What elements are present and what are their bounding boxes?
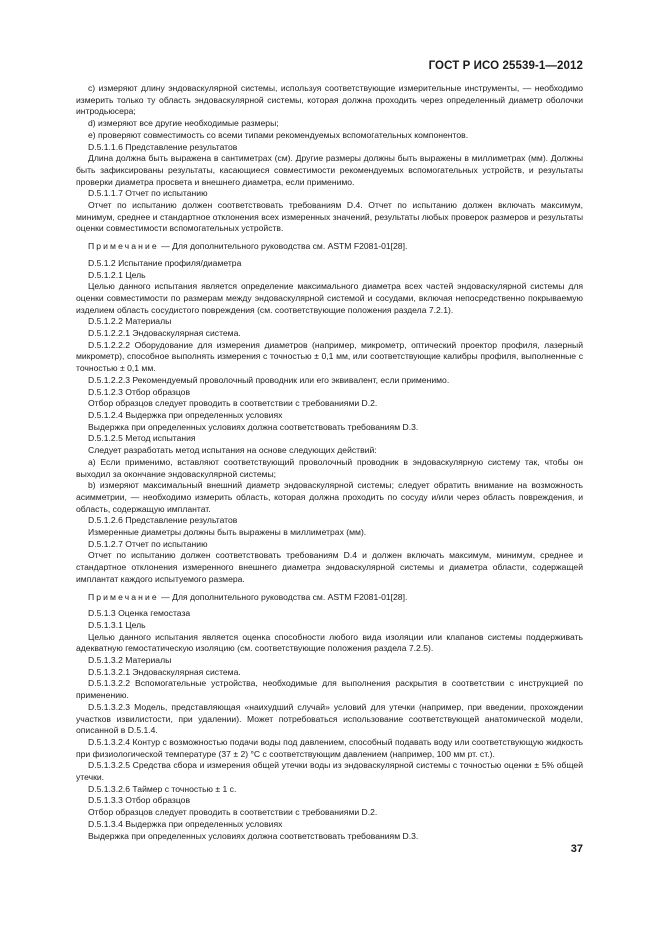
body-paragraph: D.5.1.2.6 Представление результатов bbox=[88, 515, 238, 526]
body-paragraph: Выдержка при определенных условиях должна соответствовать требованиям D.3. bbox=[88, 830, 419, 841]
body-paragraph: D.5.1.1.6 Представление результатов bbox=[88, 141, 238, 152]
body-paragraph: D.5.1.2.3 Отбор образцов bbox=[88, 386, 191, 397]
body-paragraph: D.5.1.2.4 Выдержка при определенных условиях bbox=[88, 409, 283, 420]
body-paragraph: Выдержка при определенных условиях должна соответствовать требованиям D.3. bbox=[88, 421, 419, 432]
body-paragraph: c) измеряют длину эндоваскулярной системы, используя соответствующие измерительные инструменты, — необходимо измерить только ту область эндоваскулярной системы, которая должна проходить через определенный диаметр оболочки интродьюсера; bbox=[76, 83, 583, 117]
body-paragraph: D.5.1.3.2.5 Средства сбора и измерения общей утечки воды из эндоваскулярной системы с точностью оценки ± 5% общей утечки. bbox=[76, 760, 583, 783]
body-paragraph: D.5.1.3.2.6 Таймер с точностью ± 1 с. bbox=[88, 783, 237, 794]
body-paragraph: Отчет по испытанию должен соответствовать требованиям D.4. Отчет по испытанию должен включать максимум, минимум, среднее и стандартное отклонения всех измеренных значений, результаты любых проверок размеров и результаты оценки совместимости вспомогательных устройств. bbox=[76, 200, 583, 234]
body-paragraph: D.5.1.2.2.3 Рекомендуемый проволочный проводник или его эквивалент, если применимо. bbox=[88, 374, 450, 385]
body-paragraph: Отчет по испытанию должен соответствовать требованиям D.4 и должен включать максимум, минимум, среднее и стандартное отклонения измеренного внешнего диаметра эндоваскулярной системы и диаметра области, содержащей имплантат каждого испытуемого размера. bbox=[76, 550, 583, 584]
note-paragraph bbox=[76, 241, 583, 253]
body-paragraph: D.5.1.3.1 Цель bbox=[88, 619, 146, 630]
body-paragraph: D.5.1.3.2.2 Вспомогательные устройства, необходимые для выполнения раскрытия в соответствии с инструкцией по применению. bbox=[76, 678, 583, 701]
body-paragraph: D.5.1.2.2 Материалы bbox=[88, 316, 172, 327]
body-paragraph: D.5.1.3 Оценка гемостаза bbox=[88, 608, 191, 619]
body-paragraph: b) измеряют максимальный внешний диаметр эндоваскулярной системы; следует обратить внимание на возможность асимметрии, — необходимо измерить область, которая должна проходить по сосуду и/или через область повреждения, и область, содержащую имплантат. bbox=[76, 480, 583, 514]
body-paragraph: a) Если применимо, вставляют соответствующий проволочный проводник в эндоваскулярную систему так, чтобы он выходил за окончание эндоваскулярной системы; bbox=[76, 456, 583, 479]
body-paragraph: D.5.1.2.1 Цель bbox=[88, 269, 146, 280]
note-label: Примечание bbox=[88, 591, 159, 602]
body-paragraph: D.5.1.3.2 Материалы bbox=[88, 655, 172, 666]
body-paragraph: e) проверяют совместимость со всеми типами рекомендуемых вспомогательных компонентов. bbox=[88, 129, 469, 140]
body-paragraph: Целью данного испытания является оценка способности любого вида изоляции или клапанов системы поддерживать адекватную гемостатическую изоляцию (см. соответствующие положения раздела 7.2.5). bbox=[76, 631, 583, 654]
body-paragraph: D.5.1.2.5 Метод испытания bbox=[88, 433, 196, 444]
body-paragraph: Следует разработать метод испытания на основе следующих действий: bbox=[88, 445, 377, 456]
body-paragraph: D.5.1.2.7 Отчет по испытанию bbox=[88, 538, 208, 549]
document-body bbox=[76, 83, 583, 842]
note-paragraph bbox=[76, 592, 583, 604]
body-paragraph: D.5.1.3.2.3 Модель, представляющая «наихудший случай» условий для утечки (например, при введении, прохождении участков извилистости, при удалении). Может потребоваться использование соответствующей анатомической модели, описанной в D.5.1.4. bbox=[76, 701, 583, 736]
body-paragraph: D.5.1.2.2.2 Оборудование для измерения диаметров (например, микрометр, оптический проектор профиля, лазерный микрометр), способное выполнять измерения с точностью ± 0,1 мм, или соответствующие калибры профиля, выполненные с точностью ± 0,1 мм. bbox=[76, 339, 583, 374]
body-paragraph: D.5.1.1.7 Отчет по испытанию bbox=[88, 188, 208, 199]
body-paragraph: D.5.1.2.2.1 Эндоваскулярная система. bbox=[88, 328, 241, 339]
body-paragraph: Целью данного испытания является определение максимального диаметра всех частей эндоваскулярной системы для оценки совместимости по размерам между эндоваскулярной системой и сосудами, включая непосредственно покрываемую изделием область сосудистого повреждения (см. соответствующие положения раздела 7.2.1). bbox=[76, 281, 583, 315]
body-paragraph: D.5.1.3.2.4 Контур с возможностью подачи воды под давлением, способный подавать воду или соответствующую жидкость при физиологической температуре (37 ± 2) °С с соответствующим давлением (например, 100 мм рт. ст.). bbox=[76, 736, 583, 759]
body-paragraph: D.5.1.3.4 Выдержка при определенных условиях bbox=[88, 818, 283, 829]
body-paragraph: Отбор образцов следует проводить в соответствии с требованиями D.2. bbox=[88, 807, 378, 818]
page-number: 37 bbox=[570, 843, 583, 855]
body-paragraph: Измеренные диаметры должны быть выражены в миллиметрах (мм). bbox=[88, 527, 367, 538]
body-paragraph: D.5.1.3.2.1 Эндоваскулярная система. bbox=[88, 666, 241, 677]
document-header: ГОСТ Р ИСО 25539-1—2012 bbox=[428, 60, 583, 72]
body-paragraph: Отбор образцов следует проводить в соответствии с требованиями D.2. bbox=[88, 398, 378, 409]
body-paragraph: D.5.1.3.3 Отбор образцов bbox=[88, 795, 191, 806]
note-text: — Для дополнительного руководства см. ASTM F2081-01[28]. bbox=[158, 591, 408, 602]
note-text: — Для дополнительного руководства см. ASTM F2081-01[28]. bbox=[158, 241, 408, 252]
note-label: Примечание bbox=[88, 241, 159, 252]
body-paragraph: D.5.1.2 Испытание профиля/диаметра bbox=[88, 257, 242, 268]
body-paragraph: d) измеряют все другие необходимые размеры; bbox=[88, 118, 279, 129]
body-paragraph: Длина должна быть выражена в сантиметрах (см). Другие размеры должны быть выражены в миллиметрах (мм). Должны быть зафиксированы результаты, касающиеся совместимости рекомендуемых вспомогательных устройств, и результаты проверки диаметра просвета и внешнего диаметра, если применимо. bbox=[76, 153, 583, 187]
